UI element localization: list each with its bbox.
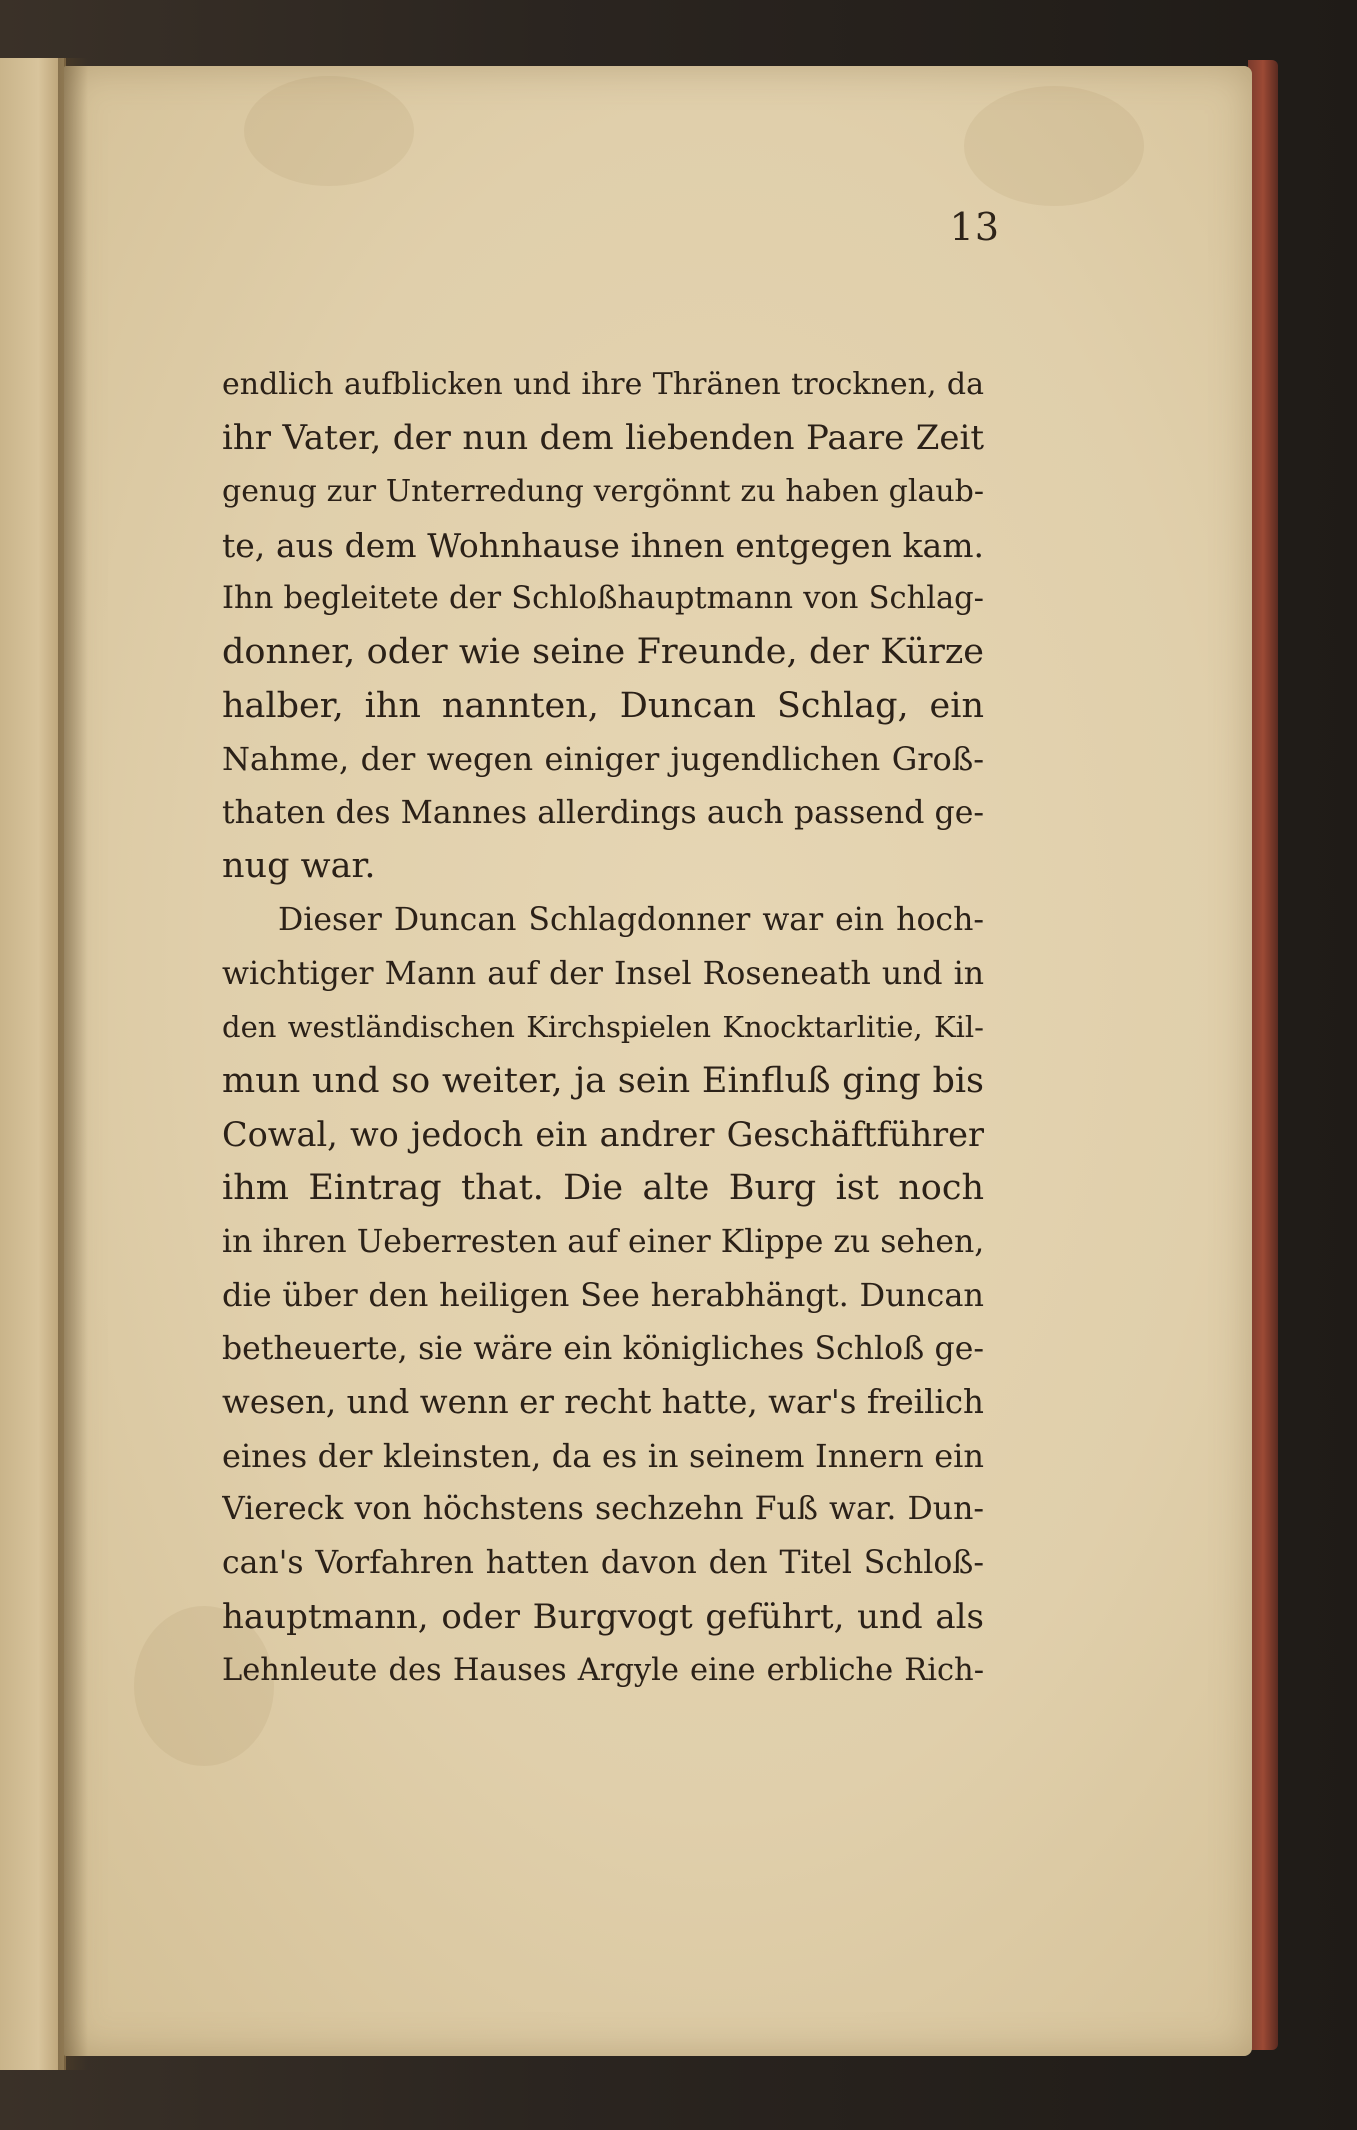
text-line: donner, oder wie seine Freunde, der Kürze [222, 631, 984, 672]
text-line: Lehnleute des Hauses Argyle eine erbliche Rich- [222, 1653, 984, 1689]
body-text [222, 358, 984, 1698]
text-line: hauptmann, oder Burgvogt geführt, und als [222, 1596, 984, 1637]
text-line: die über den heiligen See herabhängt. Duncan [222, 1276, 984, 1315]
text-line: ihr Vater, der nun dem liebenden Paare Zeit [222, 417, 984, 458]
text-line: endlich aufblicken und ihre Thränen trocknen, da [222, 367, 984, 402]
text-line: eines der kleinsten, da es in seinem Innern ein [222, 1436, 984, 1475]
text-line: Viereck von höchstens sechzehn Fuß war. Dun- [222, 1491, 984, 1528]
text-line: Ihn begleitete der Schloßhauptmann von Schlag- [222, 581, 984, 617]
text-line: den westländischen Kirchspielen Knocktarlitie, Kil- [222, 1010, 984, 1045]
text-line: wichtiger Mann auf der Insel Roseneath und in [222, 955, 984, 992]
book-cover-edge [1248, 60, 1278, 2050]
text-line: betheuerte, sie wäre ein königliches Schloß ge- [222, 1330, 984, 1367]
text-line: halber, ihn nannten, Duncan Schlag, ein [222, 685, 984, 726]
previous-page-edge [0, 58, 66, 2070]
text-line: mun und so weiter, ja sein Einfluß ging bis [222, 1060, 984, 1101]
page-number: 13 [949, 205, 1000, 249]
text-line: Nahme, der wegen einiger jugendlichen Groß- [222, 740, 984, 779]
paper-stain [964, 86, 1144, 206]
text-line: thaten des Mannes allerdings auch passend ge- [222, 794, 984, 831]
text-line: can's Vorfahren hatten davon den Titel Schloß- [222, 1545, 984, 1582]
text-line: wesen, und wenn er recht hatte, war's freilich [222, 1383, 984, 1422]
text-line: in ihren Ueberresten auf einer Klippe zu sehen, [222, 1223, 984, 1260]
text-line: Dieser Duncan Schlagdonner war ein hoch- [278, 901, 984, 938]
text-line: genug zur Unterredung vergönnt zu haben glaub- [222, 474, 984, 510]
spine-shadow [58, 58, 88, 2070]
text-line: te, aus dem Wohnhause ihnen entgegen kam. [222, 525, 984, 565]
text-line: nug war. [222, 846, 376, 887]
paper-stain [244, 76, 414, 186]
text-line: Cowal, wo jedoch ein andrer Geschäftführer [222, 1115, 984, 1155]
text-line: ihm Eintrag that. Die alte Burg ist noch [222, 1167, 984, 1208]
